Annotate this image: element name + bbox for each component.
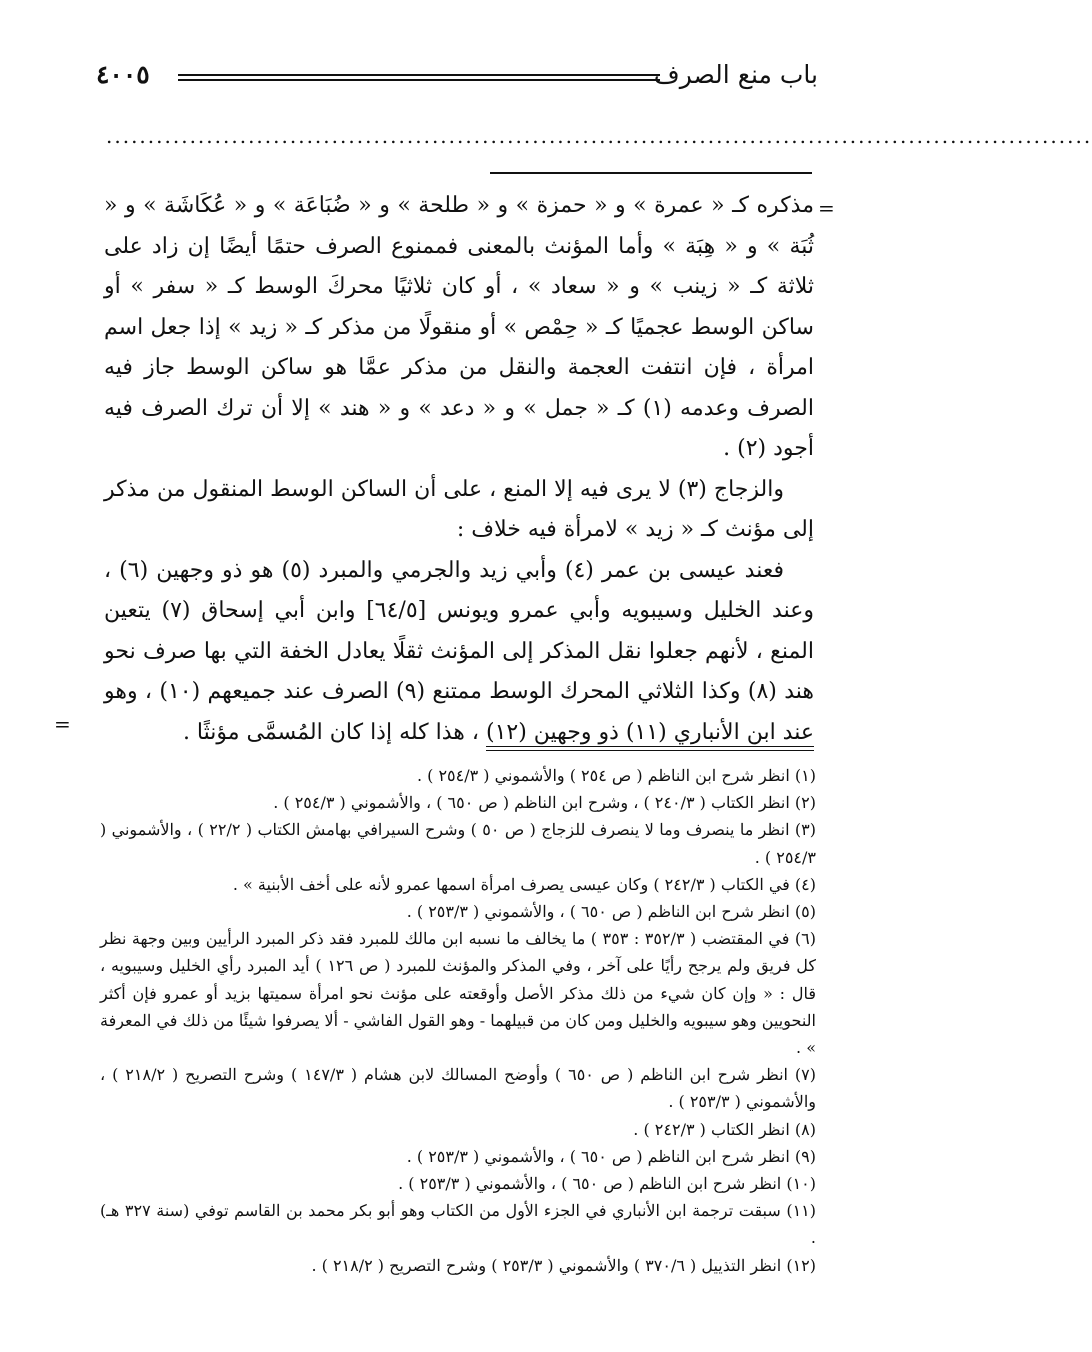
paragraph: والزجاج (٣) لا يرى فيه إلا المنع ، على أن الساكن الوسط المنقول من مذكر إلى مؤنث كـ « زيد » لامرأة فيه خلاف : — [104, 476, 814, 542]
page-number: ٤٠٠٥ — [96, 60, 150, 89]
footnote: (٢) انظر الكتاب ( ٢٤٠/٣ ) ، وشرح ابن الناظم ( ص ٦٥٠ ) ، والأشموني ( ٢٥٤/٣ ) . — [273, 793, 816, 813]
main-text — [104, 186, 814, 753]
footnote: (٨) انظر الكتاب ( ٢٤٢/٣ ) . — [633, 1119, 816, 1139]
footnote: (٣) انظر ما ينصرف وما لا ينصرف للزجاج ( ص ٥٠ ) وشرح السيرافي بهامش الكتاب ( ٢٢/٢ ) ، والأشموني ( ٢٥٤/٣ ) . — [100, 820, 816, 867]
footnote: (٧) انظر شرح ابن الناظم ( ص ٦٥٠ ) وأوضح المسالك لابن هشام ( ١٤٧/٣ ) وشرح التصريح ( ٢١٨/٢ ) ، والأشموني ( ٢٥٣/٣ ) . — [100, 1065, 816, 1112]
footnote: (١٠) انظر شرح ابن الناظم ( ص ٦٥٠ ) ، والأشموني ( ٢٥٣/٣ ) . — [398, 1174, 816, 1194]
footnote: (١) انظر شرح ابن الناظم ( ص ٢٥٤ ) والأشموني ( ٢٥٤/٣ ) . — [416, 766, 816, 785]
margin-marker-bottom: = — [54, 712, 71, 736]
footnote: (٥) انظر شرح ابن الناظم ( ص ٦٥٠ ) ، والأشموني ( ٢٥٣/٣ ) . — [406, 902, 816, 922]
footnote: (١٢) انظر التذييل ( ٣٧٠/٦ ) والأشموني ( ٢٥٣/٣ ) وشرح التصريح ( ٢١٨/٢ ) . — [311, 1255, 816, 1275]
margin-marker-top: = — [818, 196, 835, 220]
footnote: (٤) في الكتاب ( ٢٤٢/٣ ) وكان عيسى يصرف امرأة اسمها عمرو لأنه على أخف الأبنية » . — [232, 874, 816, 894]
continuation-dots: ...................................................................................................................... — [106, 124, 1092, 148]
chapter-title: باب منع الصرف — [653, 60, 818, 89]
separator-rule — [490, 172, 812, 174]
paragraph: مذكره كـ « عمرة » و « حمزة » و « طلحة » و « ضُبَاعَة » و « عُكَاشَة » و « ثُبَة » و « هِبَة » وأما المؤنث بالمعنى فممنوع الصرف حتمًا أيضًا إن زاد على ثلاثة كـ « زينب » و « سعاد » ، أو كان ثلاثيًا محركَ الوسط كـ « سفر » أو ساكن الوسط عجميًا كـ « حِمْص » أو منقولًا من مذكر كـ « زيد » إذا جعل اسم امرأة ، فإن انتفت العجمة والنقل من مذكر عمَّا هو ساكن الوسط جاز فيه الصرف وعدمه (١) كـ « جمل » و « دعد » و « هند » إلا أن ترك الصرف فيه أجود (٢) . — [104, 193, 814, 461]
header-rule — [178, 74, 660, 81]
footnote: (٩) انظر شرح ابن الناظم ( ص ٦٥٠ ) ، والأشموني ( ٢٥٣/٣ ) . — [406, 1146, 816, 1166]
footnotes — [100, 762, 816, 1279]
footnote: (٦) في المقتضب ( ٣٥٢/٣ : ٣٥٣ ) ما يخالف ما نسبه ابن مالك للمبرد فقد ذكر المبرد الرأيين وبين وجهة نظر كل فريق ولم يرجح رأيًا على آخر ، وفي المذكر والمؤنث للمبرد ( ص ١٢٦ ) أيد المبرد رأي الخليل وسيبويه ، قال : « وإن كان شيء من ذلك مذكر الأصل وأوقعته على مؤنث نحو امرأة سميتها بزيد أو عمرو فإن أكثر النحويين وهو سيبويه والخليل ومن كان من قبيلهما - وهو القول الفاشي - ألا يصرفوا شيئًا من ذلك في المعرفة » . — [100, 929, 817, 1058]
footnote-rule — [486, 746, 814, 751]
paragraph: فعند عيسى بن عمر (٤) وأبي زيد والجرمي والمبرد (٥) هو ذو وجهين (٦) ، وعند الخليل وسيبويه وأبي عمرو ويونس [٦٤/٥] وابن أبي إسحاق (٧) يتعين المنع ، لأنهم جعلوا نقل المذكر إلى المؤنث ثقلًا يعادل الخفة التي بها صرف نحو هند (٨) وكذا الثلاثي المحرك الوسط ممتنع (٩) الصرف عند جميعهم (١٠) ، وهو عند ابن الأنباري (١١) ذو وجهين (١٢) ، هذا كله إذا كان المُسمَّى مؤنثًا . — [104, 557, 814, 745]
footnote: (١١) سبقت ترجمة ابن الأنباري في الجزء الأول من الكتاب وهو أبو بكر محمد بن القاسم توفي (سنة ٣٢٧ هـ) . — [100, 1201, 817, 1248]
running-header — [96, 56, 818, 96]
